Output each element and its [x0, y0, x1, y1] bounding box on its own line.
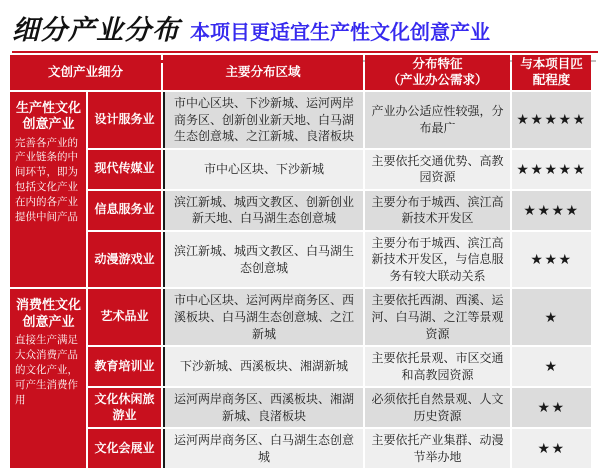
page-title: 细分产业分布	[12, 15, 180, 45]
subcategory-cell: 艺术品业	[88, 289, 161, 345]
rating-stars: ★★	[512, 388, 591, 427]
subcategory-cell: 文化会展业	[88, 429, 161, 468]
regions-cell: 滨江新城、城西文教区、白马湖生态创意城	[163, 232, 363, 288]
category-title: 消费性文化创意产业	[15, 297, 81, 329]
feature-cell: 主要依托景观、市区交通和高教园资源	[365, 347, 510, 386]
subcategory-cell: 动漫游戏业	[88, 232, 161, 288]
feature-cell: 主要分布于城西、滨江高新技术开发区，与信息服务有较大联动关系	[365, 232, 510, 288]
header-distribution-line2: （产业办公需求）	[387, 72, 488, 87]
feature-cell: 必须依托自然景观、人文历史资源	[365, 388, 510, 427]
header-main-regions: 主要分布区域	[163, 55, 363, 90]
rating-stars: ★★★★★	[512, 150, 591, 189]
regions-cell: 下沙新城、西溪板块、湘湖新城	[163, 347, 363, 386]
section-rows	[88, 289, 593, 468]
regions-cell: 滨江新城、城西文教区、创新创业新天地、白马湖生态创意城	[163, 191, 363, 230]
table-row	[88, 150, 593, 189]
industry-table	[10, 55, 593, 468]
regions-cell: 市中心区块、运河两岸商务区、西溪板块、白马湖生态创意城、之江新城	[163, 289, 363, 345]
rating-stars: ★★★★	[512, 191, 591, 230]
feature-cell: 主要依托交通优势、高教园资源	[365, 150, 510, 189]
subcategory-cell: 现代传媒业	[88, 150, 161, 189]
regions-cell: 市中心区块、下沙新城、运河两岸商务区、创新创业新天地、白马湖生态创意城、之江新城、良渚板块	[163, 92, 363, 148]
category-title: 生产性文化创意产业	[15, 100, 81, 132]
rating-stars: ★	[512, 289, 591, 345]
table-row	[88, 388, 593, 427]
regions-cell: 运河两岸商务区、白马湖生态创意城	[163, 429, 363, 468]
title-row	[0, 0, 600, 47]
header-distribution-line1: 分布特征	[412, 56, 463, 71]
thin-red-rule	[12, 51, 598, 53]
subcategory-cell: 教育培训业	[88, 347, 161, 386]
feature-cell: 主要依托西湖、西溪、运河、白马湖、之江等景观资源	[365, 289, 510, 345]
category-cell-consumer	[10, 289, 86, 468]
category-note: 完善各产业的产业链条的中间环节，即为包括文化产业在内的各产业提供中间产品	[15, 136, 78, 224]
subcategory-cell: 文化休闲旅游业	[88, 388, 161, 427]
table-row	[88, 191, 593, 230]
table-row	[88, 232, 593, 288]
rating-stars: ★	[512, 347, 591, 386]
header-distribution-features	[365, 55, 510, 90]
rating-stars: ★★★★★	[512, 92, 591, 148]
category-note: 直接生产满足大众消费产品的文化产业，可产生消费作用	[15, 333, 78, 406]
feature-cell: 产业办公适应性较强，分布最广	[365, 92, 510, 148]
header-match-degree: 与本项目匹配程度	[512, 55, 591, 90]
regions-cell: 市中心区块、下沙新城	[163, 150, 363, 189]
section-consumer	[10, 289, 593, 468]
section-rows	[88, 92, 593, 287]
table-row	[88, 92, 593, 148]
section-productive	[10, 92, 593, 287]
table-row	[88, 289, 593, 345]
subcategory-cell: 设计服务业	[88, 92, 161, 148]
table-header-row	[10, 55, 593, 90]
rating-stars: ★★★	[512, 232, 591, 288]
feature-cell: 主要依托产业集群、动漫节举办地	[365, 429, 510, 468]
regions-cell: 运河两岸商务区、西溪板块、湘湖新城、良渚板块	[163, 388, 363, 427]
page-subtitle: 本项目更适宜生产性文化创意产业	[190, 22, 490, 44]
table-row	[88, 347, 593, 386]
subcategory-cell: 信息服务业	[88, 191, 161, 230]
table-row	[88, 429, 593, 468]
header-industry-subdivision: 文创产业细分	[10, 55, 161, 90]
rating-stars: ★★	[512, 429, 591, 468]
category-cell-productive	[10, 92, 86, 287]
feature-cell: 主要分布于城西、滨江高新技术开发区	[365, 191, 510, 230]
